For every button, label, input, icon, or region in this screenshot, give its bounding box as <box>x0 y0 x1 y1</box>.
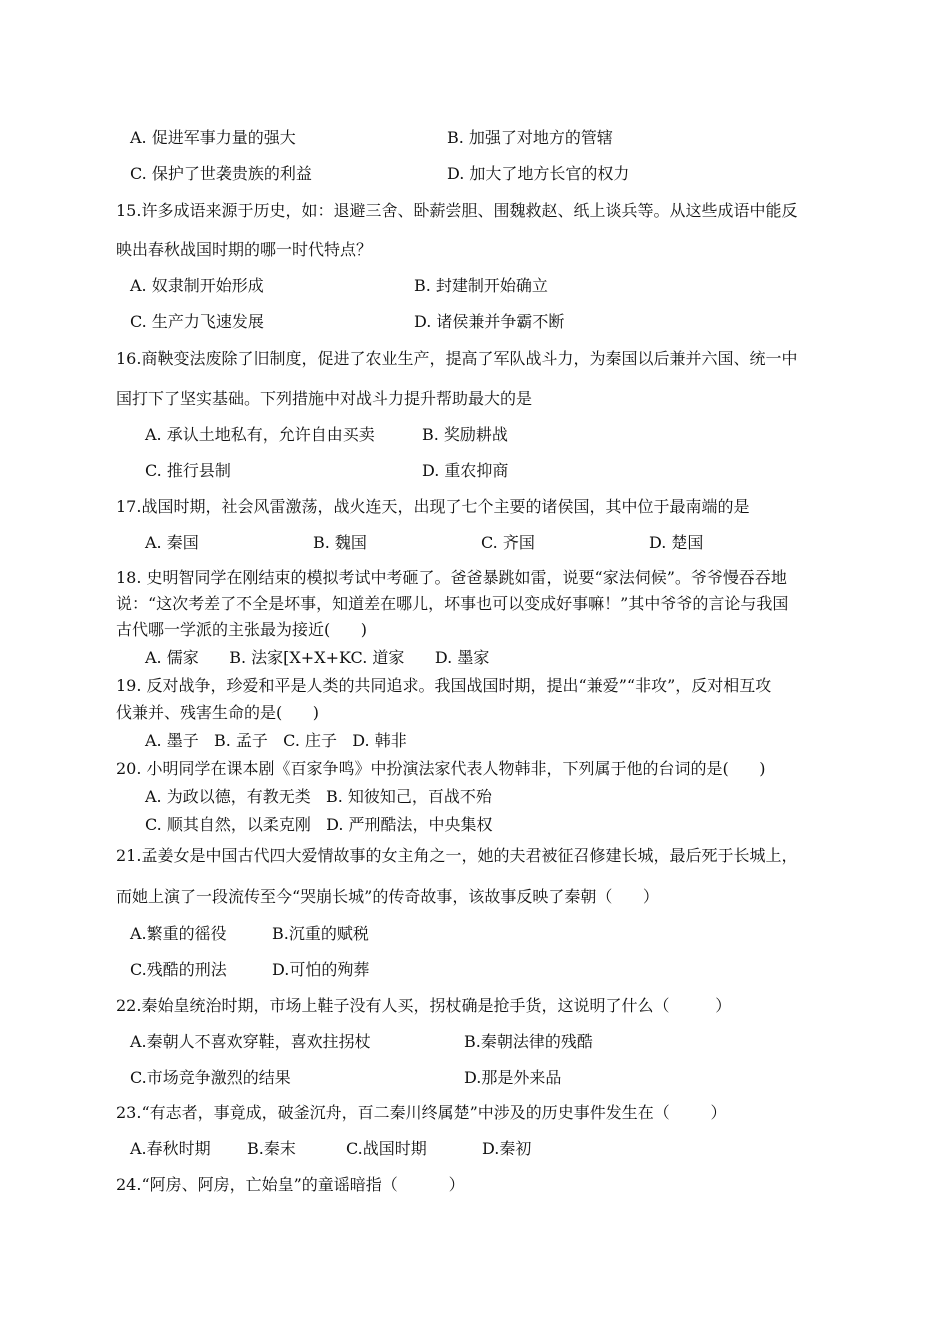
q22-option-c: C.市场竞争激烈的结果 <box>130 1068 291 1087</box>
q20-stem: 20. 小明同学在课本剧《百家争鸣》中扮演法家代表人物韩非，下列属于他的台词的是( ) <box>116 759 766 778</box>
q17-option-d: D. 楚国 <box>649 533 704 552</box>
q15-stem-line1: 15.许多成语来源于历史，如：退避三舍、卧薪尝胆、围魏救赵、纸上谈兵等。从这些成语中能反 <box>116 201 798 220</box>
q15-stem-line2: 映出春秋战国时期的哪一时代特点？ <box>116 240 373 259</box>
q16-option-a: A. 承认土地私有，允许自由买卖 <box>145 425 375 444</box>
q15-option-b: B. 封建制开始确立 <box>414 276 548 295</box>
q21-stem-line2: 而她上演了一段流传至今“哭崩长城”的传奇故事，该故事反映了秦朝（ ） <box>116 887 659 906</box>
q23-option-c: C.战国时期 <box>346 1139 427 1158</box>
q17-option-a: A. 秦国 <box>145 533 199 552</box>
q23-stem: 23.“有志者，事竟成，破釜沉舟，百二秦川终属楚”中涉及的历史事件发生在（ ） <box>116 1103 727 1122</box>
q17-option-b: B. 魏国 <box>313 533 367 552</box>
q22-option-b: B.秦朝法律的残酷 <box>464 1032 593 1051</box>
q15-option-d: D. 诸侯兼并争霸不断 <box>414 312 565 331</box>
q18-options: A. 儒家 B. 法家[X+X+KC. 道家 D. 墨家 <box>145 648 490 667</box>
q14-option-a: A. 促进军事力量的强大 <box>130 128 296 147</box>
q20-options-cd: C. 顺其自然，以柔克刚 D. 严刑酷法，中央集权 <box>145 815 493 834</box>
q22-stem: 22.秦始皇统治时期，市场上鞋子没有人买，拐杖确是抢手货，这说明了什么（ ） <box>116 996 732 1015</box>
q16-option-d: D. 重农抑商 <box>422 461 509 480</box>
q23-option-b: B.秦末 <box>247 1139 296 1158</box>
q17-stem: 17.战国时期，社会风雷激荡，战火连天，出现了七个主要的诸侯国，其中位于最南端的是 <box>116 497 750 516</box>
q14-option-b: B. 加强了对地方的管辖 <box>447 128 613 147</box>
q22-option-d: D.那是外来品 <box>464 1068 562 1087</box>
q20-options-ab: A. 为政以德，有教无类 B. 知彼知己，百战不殆 <box>145 787 492 806</box>
q21-stem-line1: 21.孟姜女是中国古代四大爱情故事的女主角之一，她的夫君被征召修建长城，最后死于长城上， <box>116 846 798 865</box>
q16-option-b: B. 奖励耕战 <box>422 425 508 444</box>
q24-stem: 24.“阿房、阿房，亡始皇”的童谣暗指（ ） <box>116 1175 465 1194</box>
q19-options: A. 墨子 B. 孟子 C. 庄子 D. 韩非 <box>145 731 407 750</box>
q19-stem-line2: 伐兼并、残害生命的是( ) <box>116 703 320 722</box>
q18-stem-line1: 18. 史明智同学在刚结束的模拟考试中考砸了。爸爸暴跳如雷，说要“家法伺候”。爷爷慢吞吞地 <box>116 568 787 587</box>
q21-option-c: C.残酷的刑法 <box>130 960 227 979</box>
q18-stem-line3: 古代哪一学派的主张最为接近( ) <box>116 620 368 639</box>
q21-option-a: A.繁重的徭役 <box>130 924 227 943</box>
q17-option-c: C. 齐国 <box>481 533 535 552</box>
q23-option-a: A.春秋时期 <box>130 1139 211 1158</box>
q16-option-c: C. 推行县制 <box>145 461 231 480</box>
q23-option-d: D.秦初 <box>482 1139 532 1158</box>
q18-stem-line2: 说：“这次考差了不全是坏事，知道差在哪儿，坏事也可以变成好事嘛！”其中爷爷的言论与我国 <box>116 594 789 613</box>
q19-stem-line1: 19. 反对战争，珍爱和平是人类的共同追求。我国战国时期，提出“兼爱”“非攻”，反对相互攻 <box>116 676 772 695</box>
q22-option-a: A.秦朝人不喜欢穿鞋，喜欢拄拐杖 <box>130 1032 371 1051</box>
q21-option-b: B.沉重的赋税 <box>272 924 369 943</box>
q15-option-a: A. 奴隶制开始形成 <box>130 276 264 295</box>
q21-option-d: D.可怕的殉葬 <box>272 960 370 979</box>
q14-option-c: C. 保护了世袭贵族的利益 <box>130 164 312 183</box>
q15-option-c: C. 生产力飞速发展 <box>130 312 264 331</box>
q16-stem-line1: 16.商鞅变法废除了旧制度，促进了农业生产，提高了军队战斗力，为秦国以后兼并六国、统一中 <box>116 349 798 368</box>
q14-option-d: D. 加大了地方长官的权力 <box>447 164 630 183</box>
q16-stem-line2: 国打下了坚实基础。下列措施中对战斗力提升帮助最大的是 <box>116 389 533 408</box>
